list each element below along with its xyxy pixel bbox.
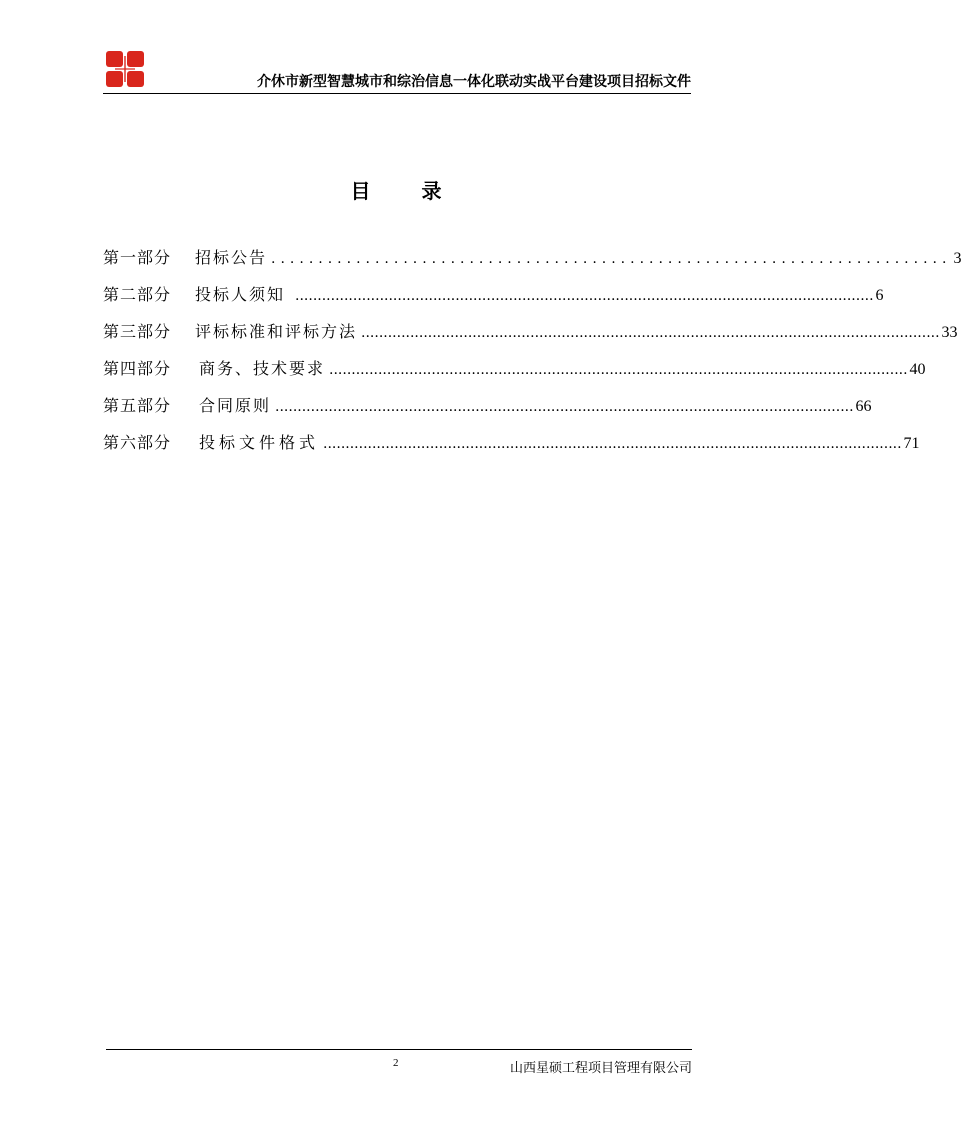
toc-leader: .................................................................................................................................. <box>361 325 940 341</box>
company-name: 山西星硕工程项目管理有限公司 <box>509 1061 692 1076</box>
toc-heading-left: 目 <box>350 179 372 203</box>
toc-page-number: 66 <box>855 398 872 415</box>
toc-entry[interactable] <box>103 245 961 282</box>
toc-part-label: 第一部分 <box>103 248 172 267</box>
company-logo <box>105 50 145 88</box>
page-header <box>103 48 691 94</box>
toc-entry[interactable] <box>103 282 884 319</box>
toc-section-name: 评标标准和评标方法 <box>195 322 358 341</box>
toc-leader: .................................................................................................................................. <box>295 288 874 304</box>
toc-part-label: 第二部分 <box>103 285 172 304</box>
toc-leader: .................................................................................................................................. <box>329 362 908 378</box>
toc-page-number: 71 <box>903 435 920 452</box>
toc-leader: .................................................................................................................................. <box>323 436 902 452</box>
toc-page-number: 6 <box>875 287 884 304</box>
toc-entry[interactable] <box>103 393 872 430</box>
toc-part-label: 第五部分 <box>103 396 172 415</box>
table-of-contents <box>103 245 961 467</box>
toc-section-name: 投标文件格式 <box>199 433 320 452</box>
toc-page-number: 33 <box>941 324 958 341</box>
toc-entry[interactable] <box>103 319 958 356</box>
toc-entry[interactable] <box>103 356 926 393</box>
page-number: 2 <box>393 1057 399 1069</box>
toc-heading-right: 录 <box>421 179 443 203</box>
toc-section-name: 投标人须知 <box>195 285 286 304</box>
header-divider <box>103 93 691 94</box>
toc-part-label: 第三部分 <box>103 322 172 341</box>
toc-leader: .................................................................................................................................. <box>275 399 854 415</box>
toc-part-label: 第四部分 <box>103 359 172 378</box>
toc-section-name: 招标公告 <box>195 248 268 267</box>
toc-page-number: 40 <box>909 361 926 378</box>
footer-divider <box>106 1049 692 1050</box>
toc-page-number: 3 <box>953 250 961 267</box>
toc-part-label: 第六部分 <box>103 433 172 452</box>
toc-section-name: 合同原则 <box>199 396 272 415</box>
toc-section-name: 商务、技术要求 <box>199 359 326 378</box>
toc-heading <box>0 175 793 204</box>
toc-entry[interactable] <box>103 430 920 467</box>
toc-leader: ........................................................................ <box>271 251 952 267</box>
document-title: 介休市新型智慧城市和综治信息一体化联动实战平台建设项目招标文件 <box>257 74 691 90</box>
